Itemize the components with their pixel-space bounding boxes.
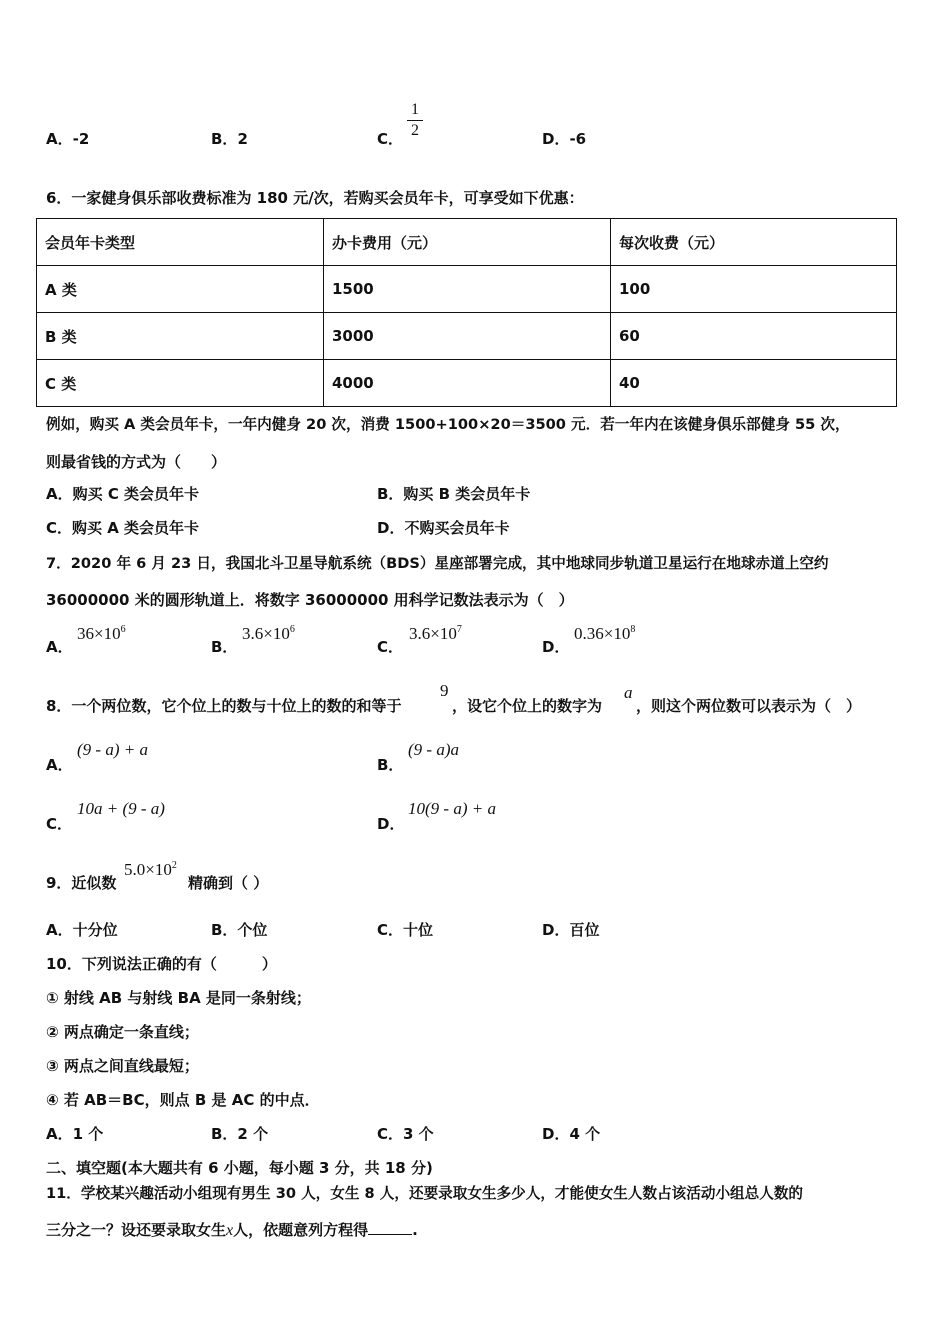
- table-header: 会员年卡类型: [37, 219, 324, 266]
- table-cell: A 类: [37, 266, 324, 313]
- q9-option-a: A．十分位: [46, 921, 118, 939]
- section-2-title: 二、填空题(本大题共有 6 小题，每小题 3 分，共 18 分): [46, 1159, 433, 1177]
- answer-blank[interactable]: [368, 1222, 412, 1235]
- q8-option-d-label: D．: [377, 815, 405, 833]
- q7-option-b-expr: $3.6\times 10^6$: [242, 624, 295, 643]
- q8-option-a-label: A．: [46, 756, 73, 774]
- q5-option-a: A．-2: [46, 130, 90, 148]
- q8-option-b-label: B．: [377, 756, 404, 774]
- q6-stem: 6．一家健身俱乐部收费标准为 180 元/次，若购买会员年卡，可享受如下优惠：: [46, 189, 584, 207]
- q8-stem-part1: 8．一个两位数，它个位上的数与十位上的数的和等于: [46, 697, 402, 715]
- table-cell: C 类: [37, 360, 324, 407]
- q7-option-d-expr: $0.36\times 10^8$: [574, 624, 636, 643]
- table-header: 办卡费用（元）: [324, 219, 611, 266]
- q7-stem-line2: 36000000 米的圆形轨道上．将数字 36000000 用科学记数法表示为（ ）: [46, 591, 574, 609]
- q9-option-c: C．十位: [377, 921, 434, 939]
- table-cell: B 类: [37, 313, 324, 360]
- q8-stem-part2: ，设它个位上的数字为: [452, 697, 603, 715]
- table-cell: 100: [611, 266, 897, 313]
- q11-stem-line2: 三分之一？设还要录取女生x人，依题意列方程得 .: [46, 1221, 418, 1239]
- q7-option-b-label: B．: [211, 638, 238, 656]
- q10-option-a: A．1 个: [46, 1125, 104, 1143]
- table-row: [37, 360, 897, 407]
- q6-option-d: D．不购买会员年卡: [377, 519, 510, 537]
- table-header: 每次收费（元）: [611, 219, 897, 266]
- q8-variable-a: a: [624, 683, 633, 702]
- q7-option-d-label: D．: [542, 638, 570, 656]
- q9-option-d: D．百位: [542, 921, 600, 939]
- table-cell: 4000: [324, 360, 611, 407]
- q8-option-a-expr: (9 - a) + a: [77, 740, 148, 759]
- q5-option-d: D．-6: [542, 130, 587, 148]
- table-cell: 60: [611, 313, 897, 360]
- q6-option-b: B．购买 B 类会员年卡: [377, 485, 531, 503]
- q5-option-c-fraction: 1 2: [407, 101, 423, 140]
- q7-stem-line1: 7．2020 年 6 月 23 日，我国北斗卫星导航系统（BDS）星座部署完成，其中地球同步轨道卫星运行在地球赤道上空约: [46, 555, 829, 572]
- q10-option-b: B．2 个: [211, 1125, 269, 1143]
- q9-approx-number: $5.0\times 10^2$: [124, 860, 177, 879]
- q10-option-d: D．4 个: [542, 1125, 601, 1143]
- q8-option-c-expr: 10a + (9 - a): [77, 799, 165, 818]
- q7-option-a-label: A．: [46, 638, 73, 656]
- q8-option-b-expr: (9 - a)a: [408, 740, 459, 759]
- q10-option-c: C．3 个: [377, 1125, 434, 1143]
- q10-statement-4: ④ 若 AB＝BC，则点 B 是 AC 的中点．: [46, 1091, 320, 1109]
- q10-statement-2: ② 两点确定一条直线；: [46, 1023, 199, 1041]
- q10-statement-1: ① 射线 AB 与射线 BA 是同一条射线；: [46, 989, 311, 1007]
- q7-option-c-label: C．: [377, 638, 404, 656]
- table-cell: 3000: [324, 313, 611, 360]
- q9-option-b: B．个位: [211, 921, 268, 939]
- q5-option-b: B．2: [211, 130, 248, 148]
- q6-fee-table: [36, 218, 897, 407]
- q9-stem-part2: 精确到（ ）: [188, 874, 269, 892]
- q9-stem-part1: 9．近似数: [46, 874, 117, 892]
- q10-stem: 10．下列说法正确的有（ ）: [46, 955, 277, 973]
- q8-sum-nine: 9: [440, 681, 449, 700]
- table-row: [37, 266, 897, 313]
- q8-option-c-label: C．: [46, 815, 73, 833]
- table-cell: 1500: [324, 266, 611, 313]
- q6-question-line: 则最省钱的方式为（ ）: [46, 453, 227, 471]
- q6-option-c: C．购买 A 类会员年卡: [46, 519, 200, 537]
- q6-example-line: 例如，购买 A 类会员年卡，一年内健身 20 次，消费 1500+100×20＝3500 元．若一年内在该健身俱乐部健身 55 次，: [46, 416, 850, 433]
- q11-stem-line1: 11．学校某兴趣活动小组现有男生 30 人，女生 8 人，还要录取女生多少人，才能使女生人数占该活动小组总人数的: [46, 1185, 804, 1202]
- table-cell: 40: [611, 360, 897, 407]
- table-header-row: [37, 219, 897, 266]
- q7-option-c-expr: $3.6\times 10^7$: [409, 624, 462, 643]
- table-row: [37, 313, 897, 360]
- q6-option-a: A．购买 C 类会员年卡: [46, 485, 200, 503]
- q8-option-d-expr: 10(9 - a) + a: [408, 799, 496, 818]
- q10-statement-3: ③ 两点之间直线最短；: [46, 1057, 199, 1075]
- q8-stem-part3: ，则这个两位数可以表示为（ ）: [636, 697, 862, 715]
- q5-option-c: C．: [377, 130, 404, 148]
- q7-option-a-expr: $36\times 10^6$: [77, 624, 126, 643]
